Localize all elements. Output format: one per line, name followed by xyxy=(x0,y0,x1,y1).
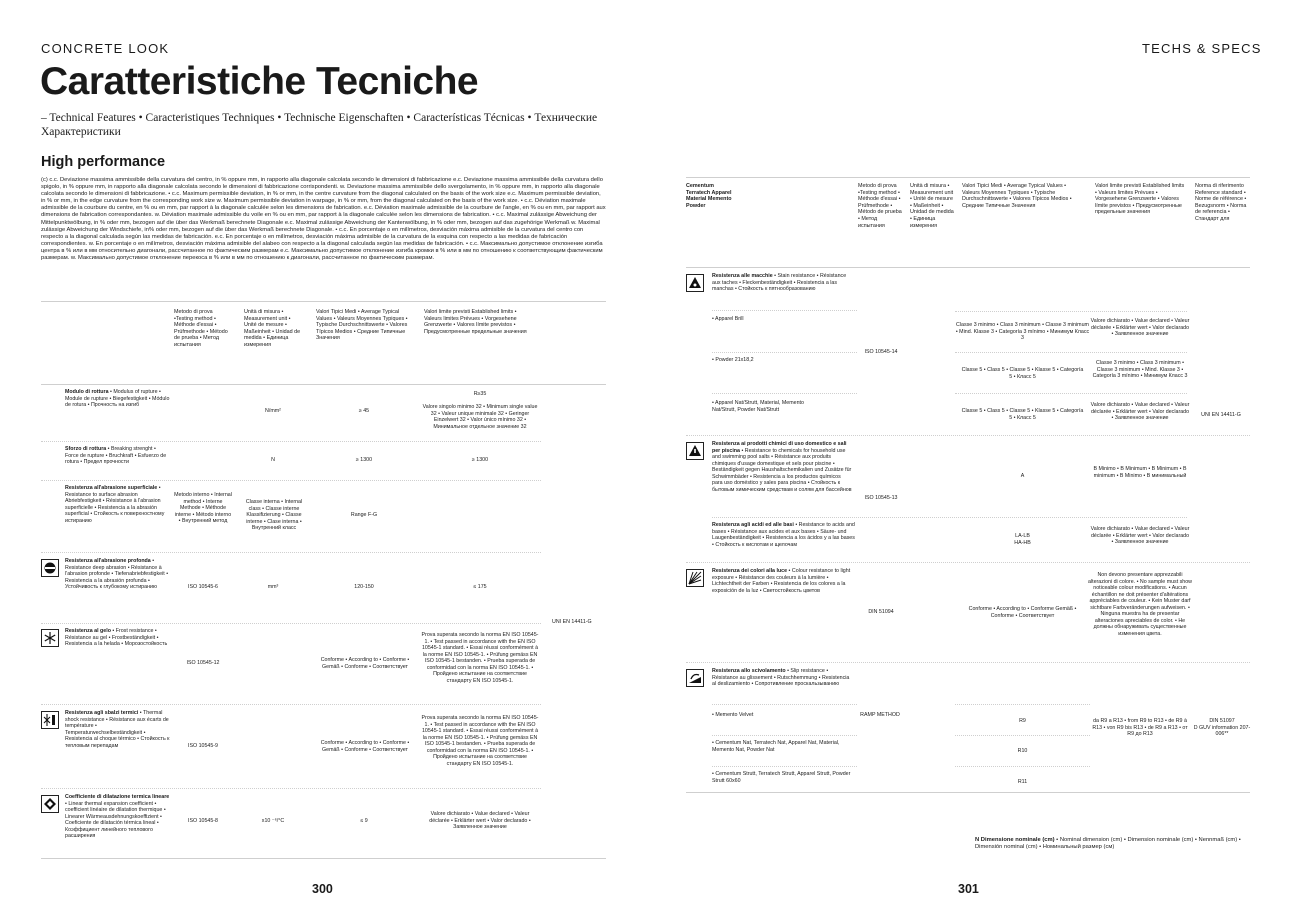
row-label: • Breaking strenght • Force de rupture • Bruchkraft • Esfuerzo de rotura • Предел прочности xyxy=(65,446,167,465)
intro-paragraph: (c) c.c. Deviazione massima ammissibile della curvatura del centro, in % oppure mm, in rapporto alla diagonale calcolata secondo le dimensioni di fabbricazione e.c. Deviazione massima ammissibile della curvatura dello spigolo, in % oppure mm, in rapporto alla diagonale calcolata secondo le dimensioni di fabbricazione corrispondenti. w. Deviazione massima ammissibile dello svergolamento, in % oppure mm, in rapporto alla diagonale calcolata secondo le dimensioni di fabbricazione. • c.c. Maximum permissible deviation, in % or mm, in the centre curvature from the diagonal calculated on the basis of the work size e.c. Maximum permissible deviation, in % or mm, in the edge curvature from the corresponding work size w. Maximum permissible deviation in warpage, in % or mm, from the diagonal calculated on the basis of the work size. • c.c. Déviation maximale admissible de la courbure du centre, en % ou en mm, par rapport à la diagonale calculée selon les dimensions de fabrication. e.c. Déviation maximale admissible de la courbure de l'angle, en % ou en mm, par rapport aux dimensions de fabrication correspondantes. w. Déviation maximale admissible du voile en % ou en mm, par rapport à la diagonale calculée selon les dimensions de fabrication. • c.c. Maximal zulässige Abweichung der Mittelpunktwölbung, in % oder mm, bezogen auf die über das Werkmaß berechnete Diagonale e.c. Maximal zulässige Abweichung der Kantenwölbung, in % oder mm, bezogen auf das zugehörige Werkmaß w. Maximal zulässige Abweichung der Windschiefe, in% oder mm, bezogen auf die über das Werkmaß berechnete Diagonale. • c.c. En porcentaje o en milímetros, desviación máxima admisible de la curvatura del centro con respecto a la diagonal calculada según las medidas de fabricación. e.c. En porcentaje o en milímetros, desviación máxima admisible de la curvatura de la esquina con respecto a las medidas de fabricación correspondientes. w. En porcentaje o en milímetros, desviación máxima admisible del alabeo con respecto a la diagonal calculada según las medidas de fabricación. • c.c. Максимально допустимое отклонение изгиба центра в % или в мм относительно диагонали, рассчитанное по фактическим размерам e.c. Максимально допустимое отклонение изгиба кромки в % или в мм по отношению к соответствующим фактическим размерам. w. Максимально допустимое отклонение перекоса в % или в мм по отношению к диагонали, рассчитанное по фактическим размерам. xyxy=(41,177,606,262)
footnote-text: • Nominal dimension (cm) • Dimension nominale (cm) • Nennmaß (cm) • Dimensión nominal (cm) • Номинальный размер (см) xyxy=(975,837,1241,850)
row-divider xyxy=(686,435,1250,436)
row-typical: ≤ 9 xyxy=(360,818,368,824)
stain-method: ISO 10545-14 xyxy=(864,349,898,355)
stain-sub-label: • Apparel Nat/Strutt, Material, Memento Nat/Strutt, Powder Nat/Strutt xyxy=(712,400,804,413)
table-row xyxy=(65,389,170,409)
right-header-method: Metodo di prova •Testing method • Méthode d'essai • Prüfmethode • Método de prueba • Метод испытания xyxy=(858,183,902,229)
row-title: Modulo di rottura xyxy=(65,389,109,395)
page-title: Caratteristiche Tecniche xyxy=(40,60,479,103)
row-typical: ≥ 1300 xyxy=(355,457,373,463)
row-label: • Resistance deep abrasion • Résistance à l'abrasion profonde • Tiefenabriebfestigkeit • Resistencia a la abrasión profunda • Устойчивость к глубокому истиранию xyxy=(65,558,169,590)
stain-icon xyxy=(686,274,704,292)
row-title: Sforzo di rottura xyxy=(65,446,107,452)
right-header-limit: Valori limite previsti Established limits • Valeurs limites Prévues • Vorgesehene Grenzwerte • Valores límite previstos • Предусмотренные предельные значения xyxy=(1095,183,1185,216)
right-header-typical: Valori Tipici Medi • Average Typical Values • Valeurs Moyennes Typiques • Typische Durchschnittswerte • Valores Típicos Medios • Средние Типичные Значения xyxy=(962,183,1072,209)
row-unit: mm³ xyxy=(267,584,279,590)
row-unit: N/mm² xyxy=(265,408,281,414)
row-divider xyxy=(955,704,1090,705)
row-divider xyxy=(686,662,1250,663)
table-row xyxy=(65,628,170,648)
thermal-shock-icon xyxy=(41,711,59,729)
section-label-left: CONCRETE LOOK xyxy=(41,41,170,56)
page-number-right: 301 xyxy=(958,882,979,896)
chemical-typical: A xyxy=(1020,473,1025,479)
row-title: Coefficiente di dilatazione termica lineare xyxy=(65,794,170,800)
abrasion-icon xyxy=(41,559,59,577)
table-row xyxy=(65,794,170,840)
stain-resistance-title xyxy=(712,273,852,293)
stain-sub-limit: Valore dichiarato • Value declared • Valeur déclarée • Erklärter wert • Valor declarado • Заявленное значение xyxy=(1090,402,1190,421)
row-label: • Resistance to chemicals for household use and swimming pool salts • Résistance aux produits chimiques d'usage domestique et sels pour piscine • Beständigkeit gegen Haushaltschemikalien und Zusätze für Schwimmbäder • Resistencia a los productos químicos para uso doméstico y sales para piscina • Стойкость к бытовым химическим средствам и солям для бассейнов xyxy=(712,447,852,493)
chemical-icon xyxy=(686,442,704,460)
row-title: Resistenza al gelo xyxy=(65,628,111,634)
row-divider xyxy=(712,352,857,353)
row-limit: Prova superata secondo la norma EN ISO 10545-1. • Test passed in accordance with the EN ISO 10545-1 standard. • Essai réussi conformément à la norme EN ISO 10545-1. • Prüfung gemäss EN ISO 10545-1 bestanden. • Prueba superada de conformidad con la norma EN ISO 10545-1. • Пройдено испытание на соответствие стандарту EN ISO 10545-1. xyxy=(421,715,539,767)
row-method: ISO 10545-6 xyxy=(187,584,219,590)
acids-resistance-title xyxy=(712,522,857,548)
stain-sub-label: • Powder 21x18,2 xyxy=(712,357,754,363)
row-method: ISO 10545-8 xyxy=(187,818,219,824)
product-list: Cementum Terratech Apparel Material Memento Powder xyxy=(686,183,732,209)
row-unit: Classe interna • Internal class • Classe interne Klassifizierung • Classe interne • Clase interna • Внутренний класс xyxy=(245,499,303,531)
snowflake-icon xyxy=(41,629,59,647)
row-title: Resistenza agli acidi ed alle basi xyxy=(712,522,794,528)
row-title: Resistenza agli sbalzi termici xyxy=(65,710,139,716)
table-top-rule xyxy=(41,301,606,302)
row-method: Metodo interno • Internal method • Interne Methode • Méthode interne • Método interno • Внутренний метод xyxy=(174,492,232,524)
row-title: Resistenza ai prodotti chimici di uso domestico e sali per piscina xyxy=(712,441,847,454)
stain-sub-limit: Classe 3 minimo • Class 3 minimum • Classe 3 minimum • Mind. Klasse 3 • Categoría 3 mínimo • Минимум Класс 3 xyxy=(1092,360,1188,379)
row-divider xyxy=(41,623,541,624)
chemical-limit: B Minimo • B Minimum • B Minimum • B minimum • B Minimo • B минимальный xyxy=(1093,466,1187,479)
row-divider xyxy=(41,704,541,705)
row-label: • Frost resistance • Résistance au gel • Frostbeständigkeit • Resistencia a la helada • Морозостойкость xyxy=(65,628,168,647)
page-number-left: 300 xyxy=(312,882,333,896)
row-label: • Linear thermal expansion coefficient • coefficient linéaire de dilatation thermique • Linearer Wärmeausdehnungskoeffizient • Coeficiente de dilatación térmica lineal • Коэффициент линейного теплового расширения xyxy=(65,800,166,839)
stain-sub-typical: Classe 5 • Class 5 • Classe 5 • Klasse 5 • Categoría 5 • Класс 5 xyxy=(961,367,1084,380)
reference-standard: UNI EN 14411-G xyxy=(552,619,592,625)
acids-typical: LA-LB HA-HB xyxy=(1014,533,1031,546)
stain-sub-typical: Classe 3 minimo • Class 3 minimum • Classe 3 minimum • Mind. Klasse 3 • Categoría 3 mínimo • Минимум Класс 3 xyxy=(955,322,1090,341)
row-label: • Thermal shock resistance • Résistance aux écarts de température • Temperaturwechselbeständigkeit • Resistencia al choque térmico • Стойкость к тепловым перепадам xyxy=(65,710,170,749)
colour-method: DIN 51094 xyxy=(868,609,894,615)
row-label: • Slip resistance • Résistance au glissement • Rutschhemmung • Resistencia al deslizamiento • Сопротивление проскальзыванию xyxy=(712,668,850,687)
row-typical: Conforme • According to • Conforme • Gemäß • Conforme • Соответствует xyxy=(320,657,410,670)
section-heading: High performance xyxy=(41,154,166,170)
stain-standard: UNI EN 14411-G xyxy=(1201,412,1241,418)
row-method: ISO 10545-12 xyxy=(186,660,220,666)
right-table-bottom-rule xyxy=(686,792,1250,793)
row-divider xyxy=(712,766,857,767)
slip-icon xyxy=(686,669,704,687)
slip-standard: DIN 51097 D GUV information 207-006** xyxy=(1193,718,1251,737)
row-limit: Valore dichiarato • Value declared • Valeur déclarée • Erklärter wert • Valor declarado • Заявленное значение xyxy=(429,811,531,830)
row-divider xyxy=(712,393,857,394)
header-unit: Unità di misura • Measurement unit • Unité de mesure • Maßeinheit • Unidad de medida • Единица измерения xyxy=(244,309,301,348)
slip-sub-typical: R11 xyxy=(1017,779,1028,785)
right-header-unit: Unità di misura • Measurement unit • Unité de mesure • Maßeinheit • Unidad de medida • Единица измерения xyxy=(910,183,954,229)
table-row xyxy=(65,558,170,591)
row-typical: 120-150 xyxy=(354,584,374,590)
row-divider xyxy=(41,788,541,789)
stain-sub-typical: Classe 5 • Class 5 • Classe 5 • Klasse 5 • Categoría 5 • Класс 5 xyxy=(961,408,1084,421)
stain-sub-label: • Apparel Brill xyxy=(712,316,744,322)
row-unit: N xyxy=(271,457,275,463)
row-label: • Modulus of rupture • Module de rupture • Biegefestigkeit • Módulo de rotura • Прочность на изгиб xyxy=(65,389,170,408)
row-unit: x10 ⁻⁶/°C xyxy=(261,818,285,824)
chemical-resistance-title xyxy=(712,441,852,493)
colour-limit: Non devono presentare apprezzabili alterazioni di colore. • No sample must show noticeable colour modifications. • Aucun échantillon ne doit présenter d'altérations appréciables de couleur. • Kein Muster darf sichtbare Farbveränderungen aufweisen. • Ninguna muestra ha de presentar alteraciones apreciables de color. • Не должны обнаруживать существенные изменения цвета. xyxy=(1088,572,1193,637)
header-typical: Valori Tipici Medi • Average Typical Values • Valeurs Moyennes Typiques • Typische Durchschnittswerte • Valores Típicos Medios • Средние Типичные Значения xyxy=(316,309,408,342)
slip-sub-label: • Cementum Nat, Terratech Nat, Apparel Nat, Material, Memento Nat, Powder Nat xyxy=(712,740,840,753)
row-title: Resistenza alle macchie xyxy=(712,273,773,279)
row-divider xyxy=(712,517,1187,518)
colour-resistance-title xyxy=(712,568,854,594)
footnote-title: N Dimensione nominale (cm) xyxy=(975,837,1055,843)
row-divider xyxy=(955,311,1187,312)
table-row xyxy=(65,446,170,466)
right-header-standard: Norma di riferimento Reference standard • Norme de référence • Bezugsnorm • Norma de referencia • Стандарт для xyxy=(1195,183,1247,222)
row-divider xyxy=(41,441,541,442)
slip-sub-typical: R9 xyxy=(1019,718,1026,724)
row-divider xyxy=(955,393,1187,394)
slip-method: RAMP METHOD xyxy=(860,712,900,718)
light-exposure-icon xyxy=(686,569,704,587)
row-method: ISO 10545-9 xyxy=(187,743,219,749)
row-title: Resistenza all'abrasione superficiale xyxy=(65,485,158,491)
slip-limit: da R9 a R13 • from R9 to R13 • de R9 à R13 • von R9 bis R13 • de R9 a R13 • от R9 до R13 xyxy=(1092,718,1188,737)
row-label: • Stain resistance • Résistance aux taches • Fleckenbeständigkeit • Resistencia a las manchas • Стойкость к пятнообразованию xyxy=(712,273,847,292)
right-table-top-rule xyxy=(686,177,1250,178)
row-limit: R≥35 Valore singolo minimo 32 • Minimum single value 32 • Valeur unique minimale 32 • Geringer Einzelwert 32 • Valor único mínimo 32 • Минимальное отдельное значение 32 xyxy=(422,391,538,430)
table-row xyxy=(65,485,170,524)
section-label-right: TECHS & SPECS xyxy=(1142,41,1262,56)
header-method: Metodo di prova •Testing method • Méthode d'essai • Prüfmethode • Método de prueba • Метод испытания xyxy=(174,309,228,348)
row-limit: ≥ 1300 xyxy=(471,457,489,463)
row-divider xyxy=(686,562,1250,563)
header-limit: Valori limite previsti Established limits • Valeurs limites Prévues • Vorgesehene Grenzwerte • Valores límite previstos • Предусмотренные предельные значения xyxy=(424,309,527,335)
chemical-method: ISO 10545-13 xyxy=(864,495,898,501)
table-row xyxy=(65,710,170,749)
row-label: • Resistance to surface abrasion Abriebfestigkeit • Résistance à l'abrasion superficielle • Resistencia a la abrasión superficial • Стойкость к поверхностному истиранию xyxy=(65,485,165,524)
acids-limit: Valore dichiarato • Value declared • Valeur déclarée • Erklärter wert • Valor declarado • Заявленное значение xyxy=(1090,526,1190,545)
row-title: Resistenza all'abrasione profonda xyxy=(65,558,151,564)
row-limit: ≤ 175 xyxy=(473,584,487,590)
slip-resistance-title xyxy=(712,668,852,688)
row-divider xyxy=(41,480,541,481)
row-divider xyxy=(712,704,857,705)
slip-sub-label: • Memento Velvet xyxy=(712,712,754,718)
row-label: • Resistance to acids and bases • Résistance aux acides et aux bases • Säure- und Laugenbeständigkeit • Resistencia a los ácidos y a las bases • Стойкость к кислотам и щелочам xyxy=(712,522,855,548)
row-divider xyxy=(955,735,1090,736)
right-header-rule xyxy=(686,267,1250,268)
row-limit: Prova superata secondo la norma EN ISO 10545-1. • Test passed in accordance with the EN ISO 10545-1 standard. • Essai réussi conformément à la norme EN ISO 10545-1. • Prüfung gemäss EN ISO 10545-1 bestanden. • Prueba superada de conformidad con la norma EN ISO 10545-1. • Пройдено испытание на соответствие стандарту EN ISO 10545-1. xyxy=(421,632,539,684)
header-rule xyxy=(41,384,606,385)
colour-typical: Conforme • According to • Conforme Gemäß • Conforme • Соответствует xyxy=(968,606,1077,619)
row-typical: Range F-G xyxy=(350,512,378,518)
stain-sub-limit: Valore dichiarato • Value declared • Valeur déclarée • Erklärter wert • Valor declarado • Заявленное значение xyxy=(1090,318,1190,337)
row-typical: Conforme • According to • Conforme • Gemäß • Conforme • Соответствует xyxy=(320,740,410,753)
row-title: Resistenza dei colori alla luce xyxy=(712,568,788,574)
footnote xyxy=(975,837,1250,851)
slip-sub-label: • Cementum Strutt, Terratech Strutt, Apparel Strutt, Powder Strutt 60x60 xyxy=(712,771,851,784)
page-subtitle: – Technical Features • Caracteristiques Techniques • Technische Eigenschaften • Características Técnicas • Технические Характеристики xyxy=(41,112,598,138)
row-divider xyxy=(955,766,1090,767)
row-divider xyxy=(712,735,857,736)
row-divider xyxy=(712,310,857,311)
row-label: • Colour resistance to light exposure • Résistance des couleurs à la lumière • Lichtechtheit der Farben • Resistencia de los colores a la exposición de la luz • Светостойкость цветов xyxy=(712,568,851,594)
row-divider xyxy=(955,352,1187,353)
slip-sub-typical: R10 xyxy=(1017,748,1028,754)
row-title: Resistenza allo scivolamento xyxy=(712,668,786,674)
table-bottom-rule xyxy=(41,858,606,859)
row-typical: ≥ 45 xyxy=(358,408,370,414)
row-divider xyxy=(41,552,541,553)
thermal-expansion-icon xyxy=(41,795,59,813)
